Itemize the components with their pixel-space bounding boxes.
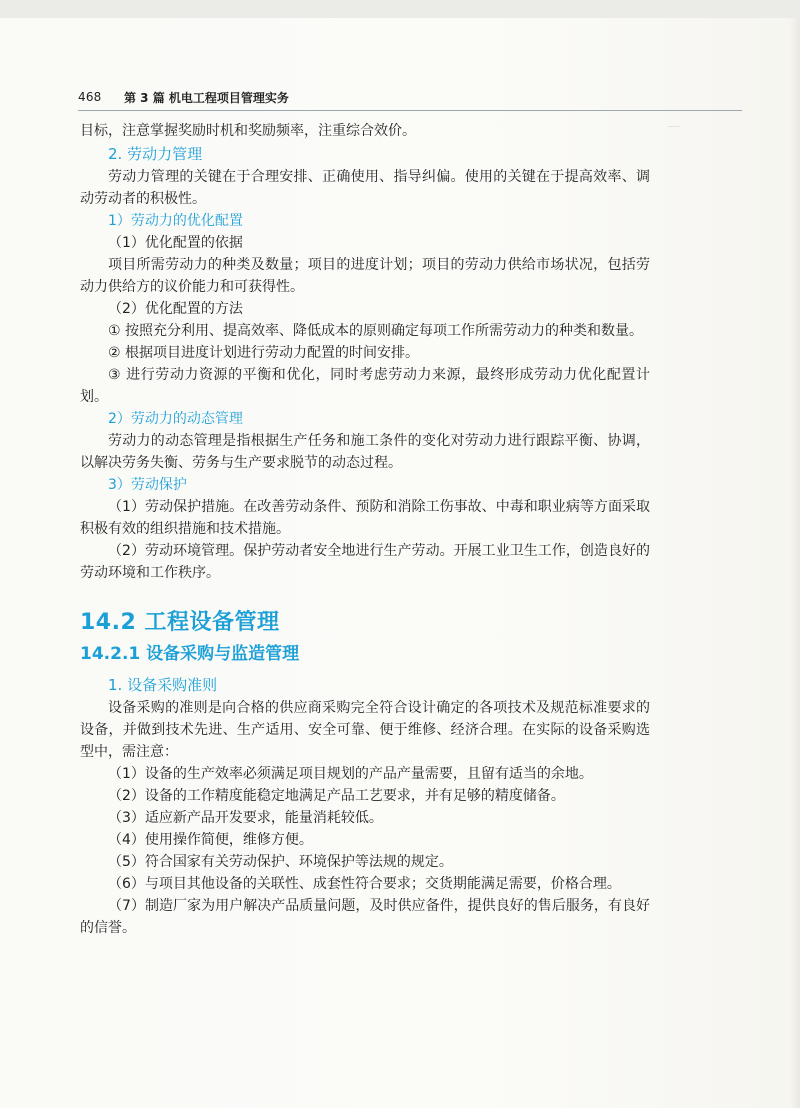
page-header: [78, 88, 768, 116]
heading-labor-protection: 3）劳动保护: [108, 477, 187, 493]
page-number: 468: [78, 90, 102, 104]
subsection-title: 14.2.1 设备采购与监造管理: [80, 644, 300, 664]
paragraph-protection-1: （1）劳动保护措施。在改善劳动条件、预防和消除工伤事故、中毒和职业病等方面采取积极有效的组织措施和技术措施。: [80, 499, 650, 537]
section-title: 14.2 工程设备管理: [80, 610, 280, 635]
heading-optimized-allocation: 1）劳动力的优化配置: [108, 213, 243, 229]
criteria-list-item: （6）与项目其他设备的关联性、成套性符合要求；交货期能满足需要，价格合理。: [108, 876, 621, 892]
criteria-list-item: （5）符合国家有关劳动保护、环境保护等法规的规定。: [108, 854, 453, 870]
heading-allocation-method: （2）优化配置的方法: [108, 301, 243, 317]
paragraph-method-2: ② 根据项目进度计划进行劳动力配置的时间安排。: [108, 345, 419, 361]
criteria-list-item: （4）使用操作简便，维修方便。: [108, 832, 313, 848]
scan-top-strip: [0, 0, 800, 18]
paragraph-protection-2: （2）劳动环境管理。保护劳动者安全地进行生产劳动。开展工业卫生工作，创造良好的劳动环境和工作秩序。: [80, 543, 650, 581]
paragraph-purchase-criteria: 设备采购的准则是向合格的供应商采购完全符合设计确定的各项技术及规范标准要求的设备，并做到技术先进、生产适用、安全可靠、便于维修、经济合理。在实际的设备采购选型中，需注意：: [80, 700, 650, 760]
heading-purchase-criteria: 1. 设备采购准则: [108, 676, 218, 694]
paragraph-labor-key: 劳动力管理的关键在于合理安排、正确使用、指导纠偏。使用的关键在于提高效率、调动劳动者的积极性。: [80, 169, 650, 207]
header-rule: [78, 110, 742, 111]
section-spacer: [80, 584, 650, 594]
scan-artifact: [668, 126, 680, 127]
page-content: [80, 120, 650, 939]
paragraph-incentive-target: 目标，注意掌握奖励时机和奖励频率，注重综合效价。: [80, 123, 416, 139]
criteria-list-item: （2）设备的工作精度能稳定地满足产品工艺要求，并有足够的精度储备。: [108, 788, 565, 804]
paragraph-dynamic-management: 劳动力的动态管理是指根据生产任务和施工条件的变化对劳动力进行跟踪平衡、协调，以解决劳务失衡、劳务与生产要求脱节的动态过程。: [80, 433, 650, 471]
paragraph-allocation-basis: 项目所需劳动力的种类及数量；项目的进度计划；项目的劳动力供给市场状况，包括劳动力供给方的议价能力和可获得性。: [80, 257, 650, 295]
running-head: 第 3 篇 机电工程项目管理实务: [124, 91, 289, 105]
heading-labor-management: 2. 劳动力管理: [108, 145, 203, 163]
criteria-list-item: （1）设备的生产效率必须满足项目规划的产品产量需要，且留有适当的余地。: [108, 766, 593, 782]
paragraph-method-1: ① 按照充分利用、提高效率、降低成本的原则确定每项工作所需劳动力的种类和数量。: [108, 323, 643, 339]
paragraph-method-3: ③ 进行劳动力资源的平衡和优化，同时考虑劳动力来源，最终形成劳动力优化配置计划。: [80, 367, 650, 405]
criteria-list-item: （7）制造厂家为用户解决产品质量问题，及时供应备件，提供良好的售后服务，有良好的信誉。: [80, 898, 650, 936]
heading-dynamic-management: 2）劳动力的动态管理: [108, 411, 243, 427]
heading-allocation-basis: （1）优化配置的依据: [108, 235, 243, 251]
scan-right-edge: [790, 18, 800, 1108]
criteria-list-item: （3）适应新产品开发要求，能量消耗较低。: [108, 810, 383, 826]
